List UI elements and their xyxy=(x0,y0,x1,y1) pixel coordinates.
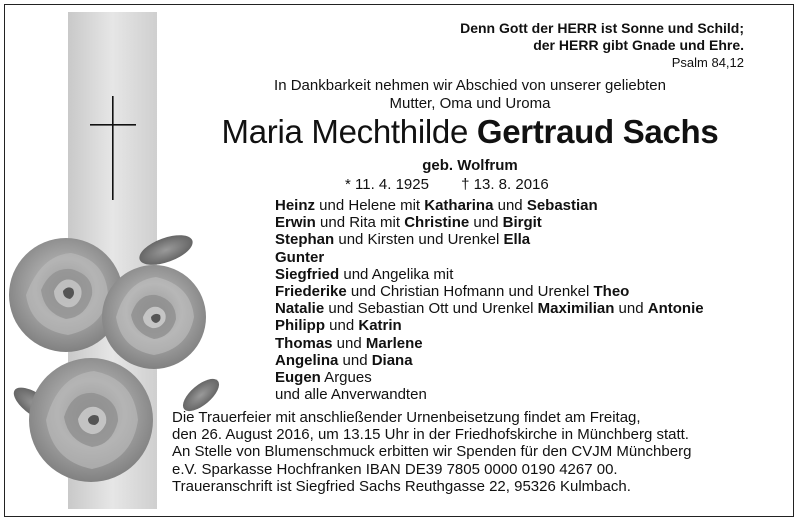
deceased-name xyxy=(170,112,770,152)
deceased-last-names: Gertraud Sachs xyxy=(476,113,719,150)
family-text: und Kirsten und Urenkel xyxy=(334,231,504,249)
birth-date: * 11. 4. 1925 xyxy=(345,176,429,193)
family-row xyxy=(275,352,704,369)
family-member-name: Katharina xyxy=(424,197,494,214)
deceased-first-names: Maria Mechthilde xyxy=(221,113,469,150)
family-text: und Angelika mit xyxy=(339,265,454,283)
family-row xyxy=(275,300,704,317)
intro-line-2: Mutter, Oma und Uroma xyxy=(389,95,551,112)
intro-text xyxy=(190,77,750,113)
family-row xyxy=(275,283,704,300)
family-member-name: Gunter xyxy=(275,248,325,266)
family-member-name: Angelina xyxy=(275,351,339,369)
psalm-line-2: der HERR gibt Gnade und Ehre. xyxy=(533,37,744,53)
family-member-name: Diana xyxy=(371,351,413,369)
family-member-name: Eugen xyxy=(275,369,321,387)
family-text: Argues xyxy=(320,369,372,387)
family-row xyxy=(275,214,704,231)
family-member-name: Katrin xyxy=(358,317,402,335)
family-text: und Helene mit xyxy=(315,197,425,214)
family-row xyxy=(275,386,704,403)
life-dates xyxy=(345,176,549,194)
family-member-name: Antonie xyxy=(647,300,704,318)
family-member-name: Philipp xyxy=(275,317,325,335)
family-row xyxy=(275,369,704,386)
family-text: und xyxy=(469,214,503,232)
family-member-name: Birgit xyxy=(502,214,542,232)
psalm-reference: Psalm 84,12 xyxy=(671,55,744,70)
family-member-name: Friederike xyxy=(275,283,347,301)
notice-line: e.V. Sparkasse Hochfranken IBAN DE39 7805 0000 0190 4267 00. xyxy=(172,460,618,478)
family-member-name: Ella xyxy=(503,231,531,249)
family-member-name: Natalie xyxy=(275,300,325,318)
family-member-name: Marlene xyxy=(365,334,423,352)
family-text: und xyxy=(338,351,372,369)
family-row xyxy=(275,335,704,352)
family-text: und xyxy=(332,334,366,352)
family-text: und alle Anverwandten xyxy=(275,386,427,404)
family-member-name: Sebastian xyxy=(526,197,598,214)
family-text: und Christian Hofmann und Urenkel xyxy=(346,283,594,301)
birth-name: geb. Wolfrum xyxy=(422,157,518,174)
family-list xyxy=(275,197,704,403)
psalm-line-1: Denn Gott der HERR ist Sonne und Schild; xyxy=(460,20,744,36)
family-text: und xyxy=(614,300,648,318)
family-row xyxy=(275,197,704,214)
family-member-name: Stephan xyxy=(275,231,335,249)
family-member-name: Theo xyxy=(593,283,630,301)
notice-line: den 26. August 2016, um 13.15 Uhr in der Friedhofskirche in Münchberg statt. xyxy=(172,426,689,444)
family-row xyxy=(275,249,704,266)
psalm-quote xyxy=(460,20,744,71)
family-member-name: Thomas xyxy=(275,334,333,352)
family-row xyxy=(275,317,704,334)
family-member-name: Heinz xyxy=(275,197,316,214)
funeral-notice xyxy=(172,409,691,495)
latin-cross-icon xyxy=(90,96,136,200)
family-text: und xyxy=(325,317,359,335)
family-text: und Rita mit xyxy=(315,214,405,232)
intro-line-1: In Dankbarkeit nehmen wir Abschied von unserer geliebten xyxy=(274,77,666,94)
family-member-name: Siegfried xyxy=(275,265,340,283)
family-member-name: Maximilian xyxy=(537,300,615,318)
death-date: † 13. 8. 2016 xyxy=(461,176,549,193)
family-row xyxy=(275,266,704,283)
family-member-name: Erwin xyxy=(275,214,316,232)
family-text: und Sebastian Ott und Urenkel xyxy=(324,300,538,318)
family-text: und xyxy=(493,197,527,214)
notice-line: An Stelle von Blumenschmuck erbitten wir Spenden für den CVJM Münchberg xyxy=(172,443,692,461)
notice-line: Die Trauerfeier mit anschließender Urnenbeisetzung findet am Freitag, xyxy=(172,409,641,426)
family-row xyxy=(275,231,704,248)
notice-line: Traueranschrift ist Siegfried Sachs Reuthgasse 22, 95326 Kulmbach. xyxy=(172,477,631,495)
family-member-name: Christine xyxy=(404,214,470,232)
